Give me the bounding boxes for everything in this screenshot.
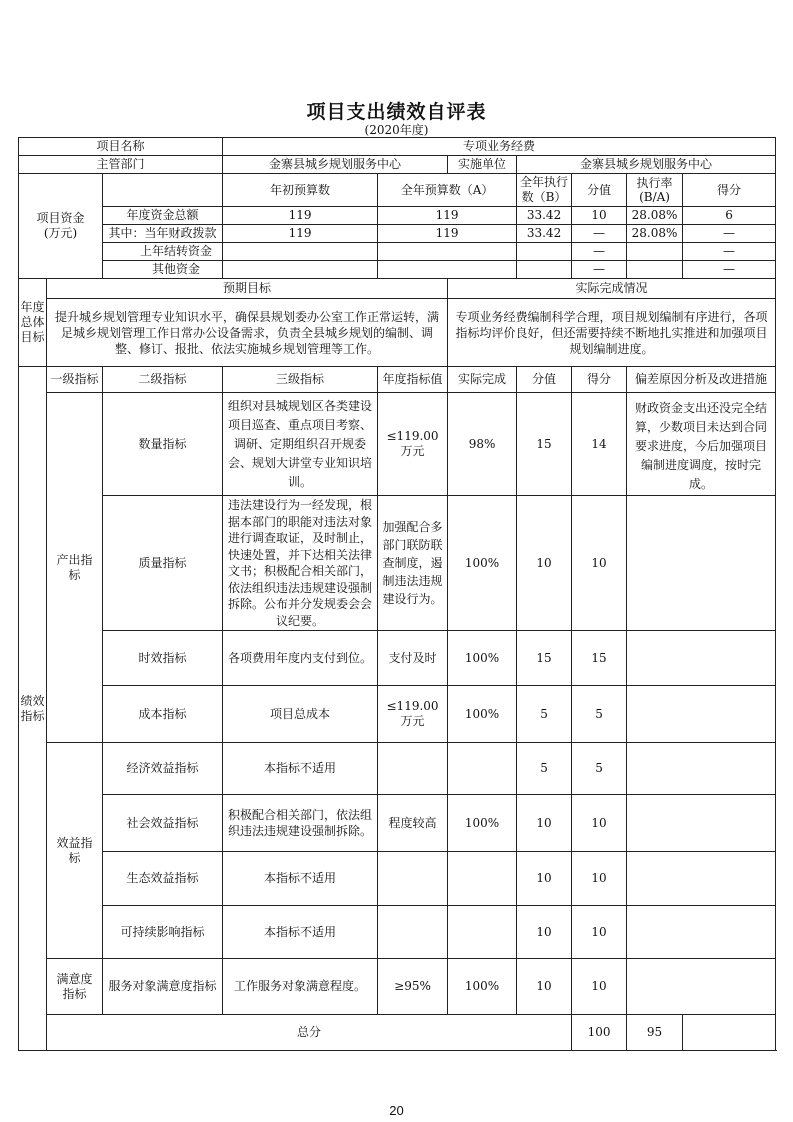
perf-row-score: 5 — [572, 743, 627, 795]
perf-row-l2: 时效指标 — [103, 631, 223, 686]
perf-row — [19, 393, 776, 496]
perf-row — [19, 906, 776, 959]
perf-row-score: 10 — [572, 795, 627, 852]
funds-row-rate — [627, 243, 683, 261]
perf-row-target: 加强配合多部门联防联查制度，遏制违法违规建设行为。 — [378, 496, 448, 631]
perf-header-l2: 二级指标 — [103, 367, 223, 393]
perf-row-note — [627, 906, 776, 959]
funds-row-annual — [378, 261, 517, 279]
perf-row-target — [378, 852, 448, 906]
perf-row-score-value: 10 — [517, 795, 572, 852]
perf-row — [19, 795, 776, 852]
perf-row-actual: 100% — [448, 631, 517, 686]
funds-row-annual: 119 — [378, 225, 517, 243]
perf-row-note: 财政资金支出还没完全结算，少数项目未达到合同要求进度，今后加强项目编制进度调度，按时完成。 — [627, 393, 776, 496]
perf-row-score: 5 — [572, 686, 627, 743]
perf-header-l3: 三级指标 — [223, 367, 378, 393]
funds-row — [19, 225, 776, 243]
funds-row-score: — — [683, 261, 776, 279]
year-label: (2020年度) — [364, 123, 429, 137]
perf-header-actual: 实际完成 — [448, 367, 517, 393]
funds-row-executed — [517, 261, 572, 279]
funds-row-name: 其中：当年财政拨款 — [103, 225, 223, 243]
expected-goal-label: 预期目标 — [47, 279, 448, 299]
perf-row-target: ≤119.00 万元 — [378, 393, 448, 496]
perf-row-l2: 数量指标 — [103, 393, 223, 496]
perf-row-note — [627, 631, 776, 686]
perf-row-l3: 本指标不适用 — [223, 852, 378, 906]
perf-row — [19, 496, 776, 631]
perf-row-score-value: 10 — [517, 906, 572, 959]
perf-row-target: 支付及时 — [378, 631, 448, 686]
satisfaction-indicator-label: 满意度 指标 — [47, 959, 103, 1015]
perf-row-score: 14 — [572, 393, 627, 496]
perf-row-actual: 98% — [448, 393, 517, 496]
perf-row — [19, 959, 776, 1015]
perf-header-score-value: 分值 — [517, 367, 572, 393]
funds-row — [19, 207, 776, 225]
project-name-row — [19, 138, 776, 156]
perf-row-l3: 各项费用年度内支付到位。 — [223, 631, 378, 686]
funds-header-score: 得分 — [683, 174, 776, 207]
perf-header-target: 年度指标值 — [378, 367, 448, 393]
perf-row-actual: 100% — [448, 686, 517, 743]
funds-row-initial — [223, 261, 378, 279]
perf-row-note — [627, 959, 776, 1015]
total-score: 95 — [627, 1015, 683, 1051]
total-note — [683, 1015, 776, 1051]
funds-header-score-value: 分值 — [572, 174, 627, 207]
funds-row — [19, 243, 776, 261]
perf-row-note — [627, 686, 776, 743]
funds-row-executed — [517, 243, 572, 261]
perf-row-score: 15 — [572, 631, 627, 686]
benefit-indicator-label: 效益指 标 — [47, 743, 103, 959]
dept-row — [19, 156, 776, 174]
perf-row-l3: 违法建设行为一经发现，根据本部门的职能对违法对象进行调查取证，及时制止，快速处置，并下达相关法律文书；积极配合相关部门，依法组织违法违规建设强制拆除。公布并分发规委会会议纪要。 — [223, 496, 378, 631]
perf-row-score: 10 — [572, 959, 627, 1015]
funds-row-name: 其他资金 — [103, 261, 223, 279]
perf-row-actual: 100% — [448, 959, 517, 1015]
goals-label: 年度 总体 目标 — [19, 279, 47, 367]
perf-row-target — [378, 906, 448, 959]
perf-header-score: 得分 — [572, 367, 627, 393]
funds-row-score-value: — — [572, 261, 627, 279]
perf-row-l3: 本指标不适用 — [223, 743, 378, 795]
perf-row-l2: 社会效益指标 — [103, 795, 223, 852]
perf-row-l2: 经济效益指标 — [103, 743, 223, 795]
perf-row-note — [627, 852, 776, 906]
perf-row-l3: 积极配合相关部门，依法组织违法违规建设强制拆除。 — [223, 795, 378, 852]
funds-row-executed: 33.42 — [517, 225, 572, 243]
funds-row — [19, 261, 776, 279]
actual-result-text: 专项业务经费编制科学合理，项目规划编制有序进行，各项指标均评价良好，但还需要持续不断地扎实推进和加强项目规划编制进度。 — [448, 299, 776, 367]
perf-row-note — [627, 795, 776, 852]
funds-row-score-value: — — [572, 225, 627, 243]
perf-row-actual — [448, 852, 517, 906]
goals-header-row — [19, 279, 776, 299]
perf-header-row — [19, 367, 776, 393]
impl-label: 实施单位 — [448, 156, 517, 174]
perf-row-actual: 100% — [448, 795, 517, 852]
perf-row-actual — [448, 743, 517, 795]
perf-row — [19, 631, 776, 686]
total-row — [19, 1015, 776, 1051]
perf-row-score-value: 5 — [517, 743, 572, 795]
perf-row-score-value: 15 — [517, 631, 572, 686]
funds-row-score: — — [683, 225, 776, 243]
funds-row-annual — [378, 243, 517, 261]
funds-row-name: 年度资金总额 — [103, 207, 223, 225]
perf-row-target: ≤119.00 万元 — [378, 686, 448, 743]
perf-row-l2: 质量指标 — [103, 496, 223, 631]
perf-row-target: 程度较高 — [378, 795, 448, 852]
perf-row-score-value: 5 — [517, 686, 572, 743]
perf-row — [19, 852, 776, 906]
funds-row-rate: 28.08% — [627, 207, 683, 225]
perf-row-actual: 100% — [448, 496, 517, 631]
perf-row-l2: 成本指标 — [103, 686, 223, 743]
self-evaluation-table — [18, 137, 776, 1051]
goals-content-row — [19, 299, 776, 367]
total-label: 总分 — [47, 1015, 572, 1051]
project-name-value: 专项业务经费 — [223, 138, 776, 156]
project-name-label: 项目名称 — [19, 138, 223, 156]
funds-header-rate: 执行率 (B/A) — [627, 174, 683, 207]
dept-value: 金寨县城乡规划服务中心 — [223, 156, 448, 174]
perf-row-l3: 组织对县城规划区各类建设项目巡查、重点项目考察、调研、定期组织召开规委会、规划大讲堂专业知识培训。 — [223, 393, 378, 496]
funds-header-executed: 全年执行数（B） — [517, 174, 572, 207]
perf-row-l3: 本指标不适用 — [223, 906, 378, 959]
funds-row-annual: 119 — [378, 207, 517, 225]
funds-row-score: 6 — [683, 207, 776, 225]
perf-row-l2: 服务对象满意度指标 — [103, 959, 223, 1015]
perf-row-score: 10 — [572, 496, 627, 631]
funds-row-score-value: 10 — [572, 207, 627, 225]
perf-row-score: 10 — [572, 852, 627, 906]
perf-row-l3: 工作服务对象满意程度。 — [223, 959, 378, 1015]
funds-label-main: 项目资金 — [36, 211, 85, 225]
perf-row-target — [378, 743, 448, 795]
funds-row-score-value: — — [572, 243, 627, 261]
funds-row-rate: 28.08% — [627, 225, 683, 243]
perf-row-score-value: 10 — [517, 496, 572, 631]
funds-row-score: — — [683, 243, 776, 261]
perf-row-l3: 项目总成本 — [223, 686, 378, 743]
perf-header-note: 偏差原因分析及改进措施 — [627, 367, 776, 393]
actual-result-label: 实际完成情况 — [448, 279, 776, 299]
perf-row-actual — [448, 906, 517, 959]
perf-row-score-value: 15 — [517, 393, 572, 496]
perf-row-score-value: 10 — [517, 959, 572, 1015]
perf-header-l1: 一级指标 — [47, 367, 103, 393]
perf-row — [19, 743, 776, 795]
funds-row-rate — [627, 261, 683, 279]
perf-row-score-value: 10 — [517, 852, 572, 906]
funds-row-name: 上年结转资金 — [103, 243, 223, 261]
funds-header-initial: 年初预算数 — [223, 174, 378, 207]
perf-row-score: 10 — [572, 906, 627, 959]
funds-header-row — [19, 174, 776, 207]
perf-row — [19, 686, 776, 743]
perf-label: 绩效 指标 — [19, 367, 47, 1051]
funds-header-blank — [103, 174, 223, 207]
dept-label: 主管部门 — [19, 156, 223, 174]
page-title: 项目支出绩效自评表 — [306, 101, 487, 123]
perf-row-l2: 可持续影响指标 — [103, 906, 223, 959]
perf-row-note — [627, 496, 776, 631]
perf-row-l2: 生态效益指标 — [103, 852, 223, 906]
page-number: 20 — [389, 1103, 404, 1118]
perf-row-target: ≥95% — [378, 959, 448, 1015]
output-indicator-label: 产出指 标 — [47, 393, 103, 743]
funds-row-executed: 33.42 — [517, 207, 572, 225]
perf-row-note — [627, 743, 776, 795]
funds-label — [19, 174, 103, 279]
funds-row-initial — [223, 243, 378, 261]
total-score-value: 100 — [572, 1015, 627, 1051]
expected-goal-text: 提升城乡规划管理专业知识水平，确保县规划委办公室工作正常运转，满足城乡规划管理工作日常办公设备需求，负责全县城乡规划的编制、调整、修订、报批、依法实施城乡规划管理等工作。 — [47, 299, 448, 367]
funds-row-initial: 119 — [223, 225, 378, 243]
funds-label-unit: (万元) — [43, 226, 78, 240]
impl-value: 金寨县城乡规划服务中心 — [517, 156, 776, 174]
funds-header-annual: 全年预算数（A） — [378, 174, 517, 207]
funds-row-initial: 119 — [223, 207, 378, 225]
